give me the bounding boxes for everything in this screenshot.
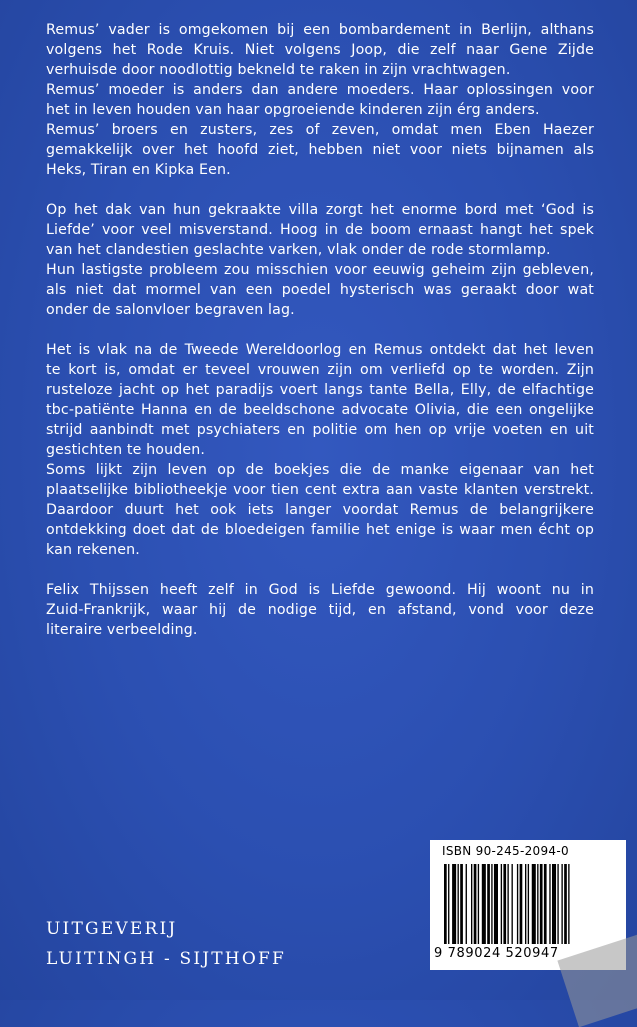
paragraph-mother [46,80,594,120]
text-line: Remus’ vader is omgekomen bij een bombardement in Berlijn, althans [46,22,594,38]
text-line: Daardoor duurt het ook iets langer voordat Remus de belangrijkere [46,502,594,518]
barcode-bar [458,864,459,944]
barcode-bar [544,864,547,944]
barcode-bar [474,864,477,944]
paragraph-author [46,580,594,640]
barcode-bar [503,864,506,944]
barcode-bar [487,864,490,944]
barcode-bar [501,864,502,944]
text-line: Het is vlak na de Tweede Wereldoorlog en Remus ontdekt dat het leven [46,342,594,358]
barcode-bar [525,864,526,944]
barcode-bar [494,864,498,944]
text-line: rusteloze jacht op het paradijs voert langs tante Bella, Elly, de elfachtige [46,382,594,398]
barcode-bar [540,864,543,944]
text-line: Liefde’ voor veel misverstand. Hoog in de boom ernaast hangt het spek [46,222,594,238]
text-line: gemakkelijk over het hoofd ziet, hebben niet voor niets bijnamen als [46,142,594,158]
text-line: het in leven houden van haar opgroeiende kinderen zijn érg anders. [46,102,540,118]
barcode-bar [507,864,508,944]
barcode-bar [478,864,479,944]
barcode-bar [549,864,550,944]
barcode-bar [466,864,467,944]
barcode-bar [452,864,456,944]
text-line: plaatselijke bibliotheekje voor tien cent extra aan vaste klanten verstrekt. [46,482,594,498]
barcode-bar [537,864,538,944]
paragraph-siblings [46,120,594,180]
text-line: Zuid-Frankrijk, waar hij de nodige tijd, en afstand, vond voor deze [46,602,594,618]
paragraph-father [46,20,594,80]
text-line: Op het dak van hun gekraakte villa zorgt het enorme bord met ‘God is [46,202,594,218]
text-line: gestichten te houden. [46,442,206,458]
barcode-bar [532,864,536,944]
barcode-bar [444,864,447,944]
back-cover-blurb [46,20,594,660]
barcode-bar [491,864,492,944]
text-line: strijd aanbindt met psychiaters en politie om hen op vrije voeten en uit [46,422,594,438]
text-line: verhuisde door noodlottig bekneld te raken in zijn vrachtwagen. [46,62,511,78]
barcode-bar [471,864,472,944]
text-line: als niet dat mormel van een poedel hysterisch was geraakt door wat [46,282,594,298]
text-line: Felix Thijssen heeft zelf in God is Liefde gewoond. Hij woont nu in [46,582,594,598]
publisher-line-2: LUITINGH - SIJTHOFF [46,949,286,969]
text-line: Remus’ broers en zusters, zes of zeven, omdat men Eben Haezer [46,122,594,138]
barcode-bar [460,864,463,944]
text-line: Heks, Tiran en Kipka Een. [46,162,231,178]
text-line: ontdekking doet dat de bloedeigen familie het enige is waar men écht op [46,522,594,538]
publisher-line-1: UITGEVERIJ [46,919,178,939]
barcode-bar [482,864,486,944]
barcode-bar [517,864,518,944]
barcode-bar [552,864,556,944]
barcode-bar [528,864,529,944]
publisher-imprint [46,914,286,974]
barcode-bars [444,864,616,944]
text-line: Soms lijkt zijn leven op de boekjes die de manke eigenaar van het [46,462,594,478]
text-line: onder de salonvloer begraven lag. [46,302,295,318]
text-line: kan rekenen. [46,542,140,558]
barcode-bar [557,864,558,944]
paragraph-war [46,340,594,460]
text-line: volgens het Rode Kruis. Niet volgens Joop, die zelf naar Gene Zijde [46,42,594,58]
barcode-bar [564,864,567,944]
barcode-bar [561,864,562,944]
barcode-bar [520,864,523,944]
text-line: te kort is, omdat er teveel vrouwen zijn om verliefd op te worden. Zijn [46,362,594,378]
text-line: van het clandestien geslachte varken, vlak onder de rode stormlamp. [46,242,551,258]
paragraph-villa [46,200,594,260]
barcode-bar [512,864,513,944]
text-line: tbc-patiënte Hanna en de beeldschone advocate Olivia, die een ongelijke [46,402,594,418]
paragraph-problem [46,260,594,320]
isbn-text: ISBN 90-245-2094-0 [442,844,569,858]
text-line: literaire verbeelding. [46,622,198,638]
barcode-number: 9 789024 520947 [434,946,559,961]
text-line: Remus’ moeder is anders dan andere moeders. Haar oplossingen voor [46,82,594,98]
paragraph-library [46,460,594,560]
barcode-bar [448,864,449,944]
barcode-bar [568,864,569,944]
text-line: Hun lastigste probleem zou misschien voor eeuwig geheim zijn gebleven, [46,262,594,278]
